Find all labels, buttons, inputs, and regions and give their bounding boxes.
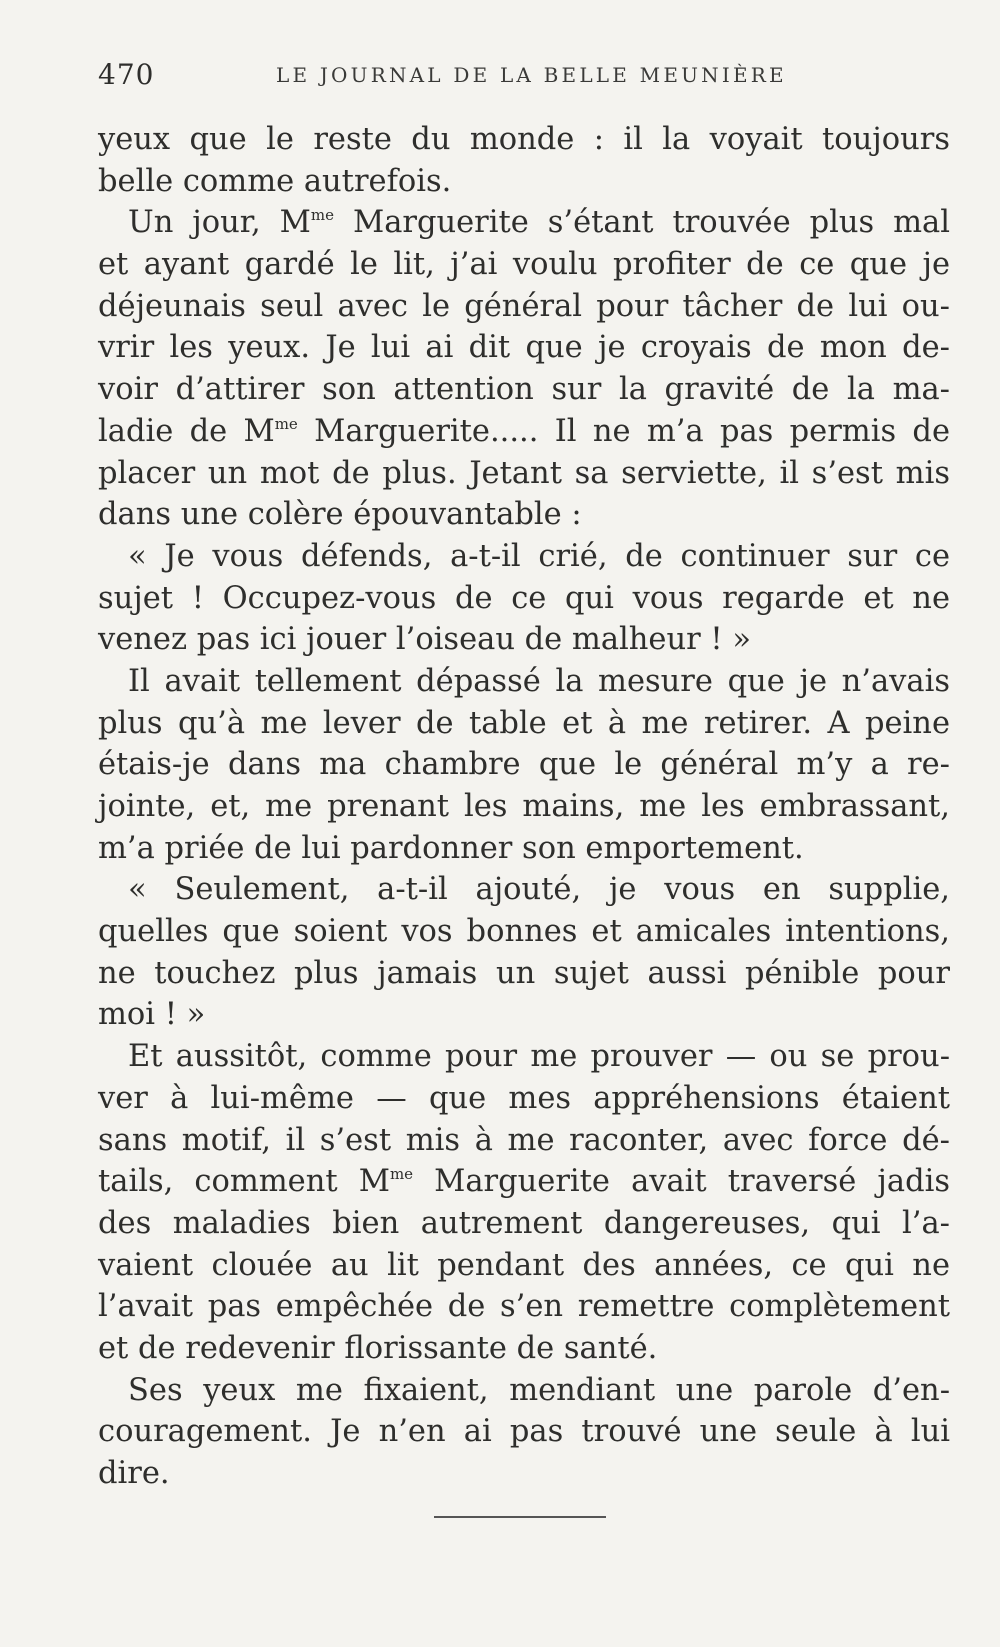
text-line: « Je vous défends, a-t-il crié, de continuer sur ce — [128, 538, 950, 574]
running-title: LE JOURNAL DE LA BELLE MEUNIÈRE — [276, 63, 787, 87]
text-line: dans une colère épouvantable : — [98, 497, 582, 533]
text-line: plus qu’à me lever de table et à me retirer. A peine — [98, 705, 950, 741]
text-line: et ayant gardé le lit, j’ai voulu profiter de ce que je — [98, 247, 950, 283]
text-line: placer un mot de plus. Jetant sa serviette, il s’est mis — [98, 455, 950, 491]
text-line: Et aussitôt, comme pour me prouver — ou se prou- — [128, 1039, 950, 1075]
text-line: des maladies bien autrement dangereuses, qui l’a- — [98, 1205, 950, 1241]
text-line: « Seulement, a-t-il ajouté, je vous en supplie, — [128, 872, 950, 908]
text-line: et de redevenir florissante de santé. — [98, 1330, 658, 1366]
text-line: Ses yeux me fixaient, mendiant une parole d’en- — [128, 1372, 950, 1408]
text-line: tails, comment $M^{me}$ Marguerite avait traversé jadis — [98, 1164, 950, 1200]
text-line: couragement. Je n’en ai pas trouvé une seule à lui — [98, 1414, 950, 1450]
text-line: vaient clouée au lit pendant des années, ce qui ne — [98, 1247, 950, 1283]
text-line: yeux que le reste du monde : il la voyait toujours — [98, 122, 950, 157]
text-line: ladie de $M^{me}$ Marguerite..... Il ne m’a pas permis de — [98, 413, 950, 449]
end-rule — [434, 1516, 606, 1518]
page-header — [98, 58, 950, 98]
text-line: vrir les yeux. Je lui ai dit que je croyais de mon de- — [98, 330, 950, 366]
text-line: m’a priée de lui pardonner son emportement. — [98, 830, 804, 866]
text-line: moi ! » — [98, 997, 206, 1033]
text-line: venez pas ici jouer l’oiseau de malheur ! » — [98, 622, 752, 658]
page-number: 470 — [98, 58, 155, 91]
text-line: sujet ! Occupez-vous de ce qui vous regarde et ne — [98, 580, 950, 616]
text-line: ne touchez plus jamais un sujet aussi pénible pour — [98, 955, 950, 991]
text-line: belle comme autrefois. — [98, 163, 452, 199]
text-line: l’avait pas empêchée de s’en remettre complètement — [98, 1289, 950, 1325]
text-line: sans motif, il s’est mis à me raconter, avec force dé- — [98, 1122, 950, 1158]
text-line: ver à lui-même — que mes appréhensions étaient — [98, 1080, 950, 1116]
body-text — [98, 119, 950, 1495]
text-line: étais-je dans ma chambre que le général m’y a re- — [98, 747, 950, 783]
text-line: voir d’attirer son attention sur la gravité de la ma- — [98, 372, 950, 408]
text-line: déjeunais seul avec le général pour tâcher de lui ou- — [98, 288, 950, 324]
text-line: quelles que soient vos bonnes et amicales intentions, — [98, 914, 950, 950]
text-line: dire. — [98, 1456, 170, 1491]
text-line: Il avait tellement dépassé la mesure que je n’avais — [128, 663, 950, 699]
text-line: Un jour, $M^{me}$ Marguerite s’étant trouvée plus mal — [128, 205, 950, 241]
text-line: jointe, et, me prenant les mains, me les embrassant, — [98, 789, 950, 824]
